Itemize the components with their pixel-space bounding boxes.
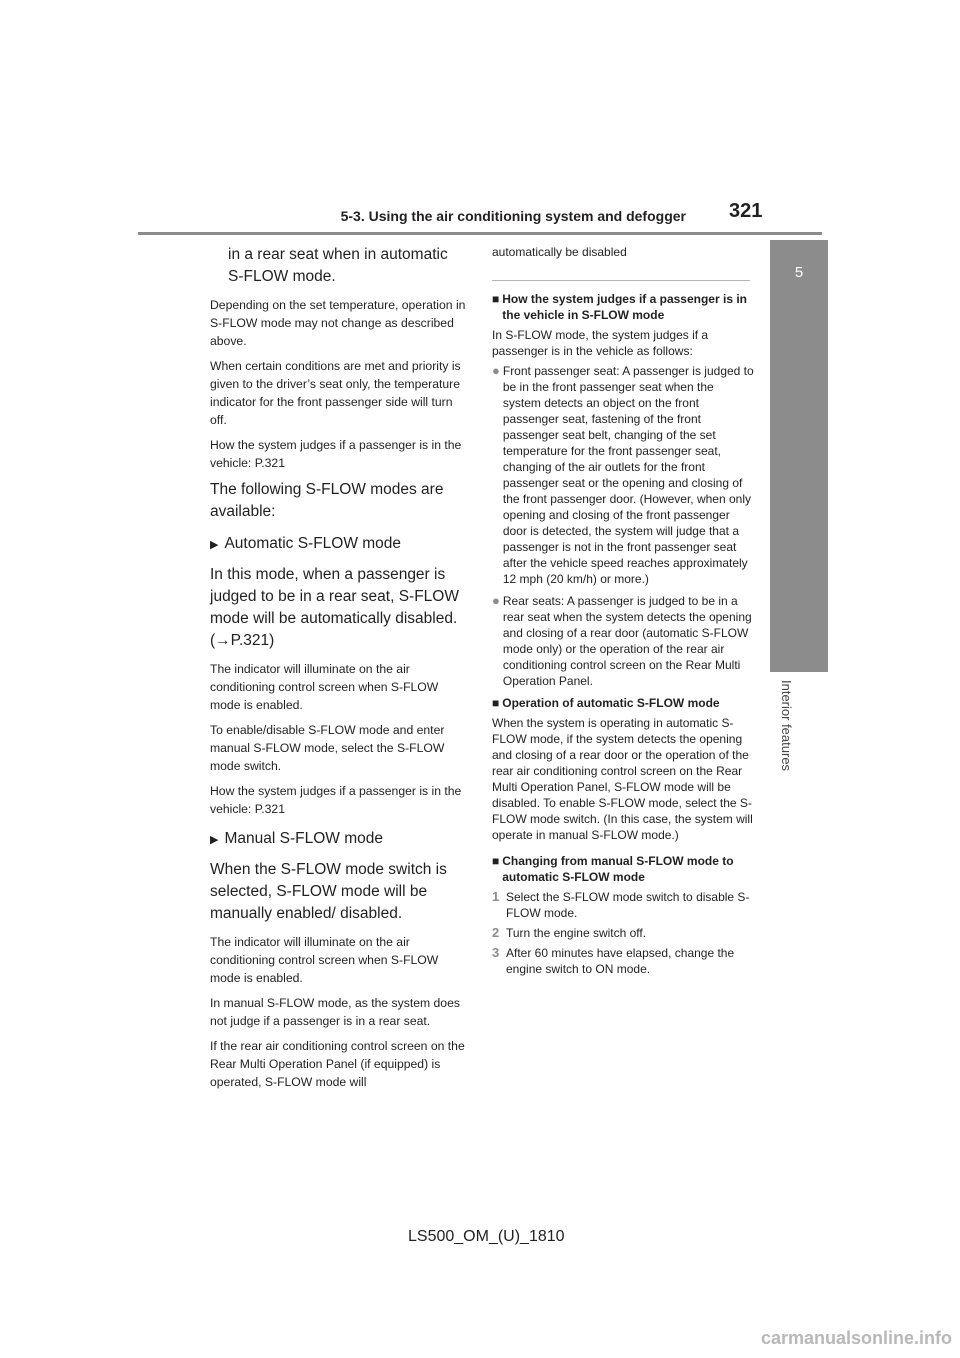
- circle-bullet-icon: ●: [492, 363, 500, 378]
- step-number: 2: [492, 925, 500, 940]
- step-number: 3: [492, 945, 500, 960]
- intro-line: S-FLOW mode.: [228, 268, 336, 285]
- chapter-label: Interior features: [779, 680, 794, 772]
- note-paragraph: In manual S-FLOW mode, as the system does not judge if a passenger is in a rear seat.: [210, 996, 460, 1028]
- square-bullet-icon: ■: [492, 696, 500, 710]
- list-item-text: Rear seats: A passenger is judged to be in a rear seat when the system detects the opening and closing of a rear door (automatic S-FLOW mode only) or the operation of the rear air conditioning control screen on the Rear Multi Operation Panel.: [502, 594, 752, 688]
- section-heading-text: Changing from manual S-FLOW mode to automatic S-FLOW mode: [502, 854, 734, 884]
- manual-mode-heading-text: Manual S-FLOW mode: [224, 830, 383, 847]
- modes-intro: The following S-FLOW modes are available:: [210, 481, 444, 520]
- note-paragraph: The indicator will illuminate on the air conditioning control screen when S-FLOW mode is enabled.: [210, 935, 439, 985]
- section-heading-text: Operation of automatic S-FLOW mode: [502, 696, 720, 710]
- triangle-bullet-icon: ▶: [210, 834, 219, 846]
- intro-continuation: [210, 244, 466, 288]
- watermark: carmanualsonline.info: [760, 1328, 952, 1348]
- list-item-text: Front passenger seat: A passenger is judged to be in the front passenger seat when the system detects an object on the front passenger seat, fastening of the front passenger seat belt, changing of the set temperature for the front passenger seat, changing of the air outlets for the front passenger seat or the opening and closing of the front passenger door. (However, when only opening and closing of the front passenger door is detected, the system will judge that a passenger is not in the front passenger seat after the vehicle speed reaches approximately 12 mph (20 km/h) or more.): [502, 364, 754, 586]
- chapter-tab: [770, 240, 828, 672]
- step-number: 1: [492, 889, 500, 904]
- note-paragraph: How the system judges if a passenger is in the vehicle: P.321: [210, 438, 462, 470]
- note-paragraph: When certain conditions are met and priority is given to the driver’s seat only, the temperature indicator for the front passenger side will turn off.: [210, 359, 461, 427]
- page-number: 321: [729, 200, 763, 222]
- step-text: Select the S-FLOW mode switch to disable S-FLOW mode.: [506, 890, 750, 920]
- step-item: [492, 945, 754, 977]
- step-item: [492, 925, 754, 941]
- intro-line: in a rear seat when in automatic: [228, 246, 448, 263]
- note-paragraph: If the rear air conditioning control screen on the Rear Multi Operation Panel (if equipped) is operated, S-FLOW mode will: [210, 1039, 465, 1089]
- section-body: When the system is operating in automatic S-FLOW mode, if the system detects the opening and closing of a rear door or the operation of the rear air conditioning control screen on the Rear Multi Operation Panel, S-FLOW mode will be disabled. To enable S-FLOW mode, select the S-FLOW mode switch. (In this case, the system will operate in manual S-FLOW mode.): [492, 716, 753, 842]
- circle-bullet-icon: ●: [492, 593, 500, 608]
- section-heading: [492, 853, 754, 885]
- note-paragraph: Depending on the set temperature, operation in S-FLOW mode may not change as described above.: [210, 298, 466, 348]
- right-column: [492, 244, 754, 981]
- square-bullet-icon: ■: [492, 854, 500, 868]
- header-rule: [138, 232, 822, 235]
- section-intro: In S-FLOW mode, the system judges if a passenger is in the vehicle as follows:: [492, 328, 709, 358]
- page-header: [0, 0, 960, 240]
- auto-mode-body: In this mode, when a passenger is judged to be in a rear seat, S-FLOW mode will be automatically disabled. (→P.321): [210, 566, 459, 649]
- section-heading: [492, 695, 754, 711]
- list-item: [492, 363, 754, 587]
- continuation-text: automatically be disabled: [492, 245, 627, 259]
- manual-mode-body: When the S-FLOW mode switch is selected, S-FLOW mode will be manually enabled/ disabled.: [210, 861, 447, 922]
- section-heading-text: How the system judges if a passenger is in the vehicle in S-FLOW mode: [502, 292, 747, 322]
- chapter-number: 5: [794, 264, 804, 281]
- step-text: After 60 minutes have elapsed, change the engine switch to ON mode.: [506, 946, 735, 976]
- step-text: Turn the engine switch off.: [506, 926, 647, 940]
- square-bullet-icon: ■: [492, 292, 500, 306]
- section-heading: [492, 291, 754, 323]
- list-item: [492, 593, 754, 689]
- left-column: [210, 244, 466, 1098]
- triangle-bullet-icon: ▶: [210, 539, 219, 551]
- note-paragraph: How the system judges if a passenger is in the vehicle: P.321: [210, 784, 462, 816]
- document-code: LS500_OM_(U)_1810: [408, 1228, 565, 1245]
- step-item: [492, 889, 754, 921]
- auto-mode-heading-text: Automatic S-FLOW mode: [224, 535, 402, 552]
- manual-mode-heading: [210, 828, 466, 851]
- auto-mode-heading: [210, 533, 466, 556]
- section-title: 5-3. Using the air conditioning system and defogger: [340, 208, 686, 224]
- section-divider: [492, 280, 750, 281]
- note-paragraph: To enable/disable S-FLOW mode and enter manual S-FLOW mode, select the S-FLOW mode switch.: [210, 723, 445, 773]
- note-paragraph: The indicator will illuminate on the air conditioning control screen when S-FLOW mode is enabled.: [210, 662, 439, 712]
